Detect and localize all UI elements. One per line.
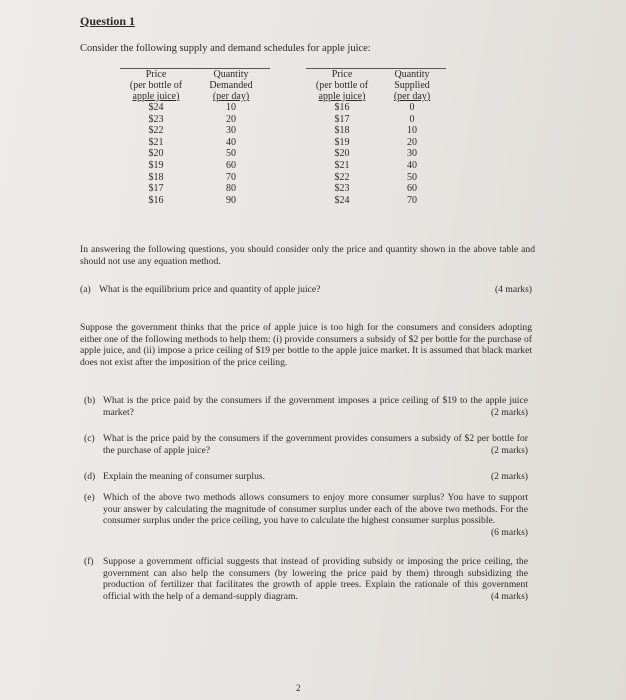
quantity-cell: 30	[226, 125, 236, 137]
table-row	[120, 148, 270, 160]
price-cell: $23	[148, 113, 164, 125]
quantity-cell: 70	[407, 194, 417, 206]
question-heading: Question 1	[80, 14, 136, 28]
price-cell: $22	[334, 171, 350, 183]
price-cell: $17	[334, 113, 350, 125]
quantity-cell: 0	[409, 113, 415, 125]
table-row	[306, 183, 446, 195]
price-cell: $16	[334, 102, 350, 113]
table-row	[306, 102, 446, 114]
table-row	[306, 148, 446, 160]
column-header: Price (per bottle of apple juice)	[129, 69, 183, 102]
price-cell: $19	[148, 159, 164, 171]
quantity-cell: 90	[226, 194, 236, 206]
question-c	[84, 433, 528, 456]
table-row	[306, 160, 446, 172]
table-row	[306, 125, 446, 137]
question-label: (b)	[84, 395, 96, 406]
quantity-cell: 80	[226, 183, 236, 195]
quantity-cell: 50	[407, 171, 417, 183]
quantity-cell: 10	[226, 102, 236, 113]
question-text: Suppose a government official suggests that instead of providing subsidy or imposing the price ceiling, the government can also help the consumers (by lowering the price paid by them) through subsidizing the production of fertilizer that facilitates the growth of apple trees. Explain the rationale of this government official with the help of a demand-supply diagram.	[103, 556, 528, 602]
question-marks: (6 marks)	[490, 526, 528, 538]
table-row	[120, 160, 270, 172]
quantity-cell: 40	[226, 136, 236, 148]
page-number: 2	[296, 683, 301, 693]
price-cell: $16	[148, 194, 164, 206]
question-label: (d)	[84, 471, 96, 482]
question-marks: (4 marks)	[494, 284, 532, 295]
question-text: Explain the meaning of consumer surplus.	[103, 471, 265, 482]
question-d	[84, 471, 528, 483]
table-row	[306, 195, 446, 207]
question-b	[84, 395, 528, 418]
question-e	[84, 492, 528, 538]
question-marks: (2 marks)	[490, 444, 528, 456]
price-cell: $19	[334, 136, 350, 148]
table-row	[120, 195, 270, 207]
question-label: (a)	[80, 284, 91, 295]
price-cell: $18	[334, 125, 350, 137]
table-row	[120, 114, 270, 126]
price-cell: $20	[148, 148, 164, 160]
question-a	[80, 284, 532, 296]
price-cell: $17	[148, 183, 164, 195]
question-text: What is the price paid by the consumers if the government imposes a price ceiling of $19 to the apple juice market?	[103, 395, 528, 418]
quantity-cell: 60	[407, 183, 417, 195]
price-cell: $20	[334, 148, 350, 160]
price-cell: $18	[148, 171, 164, 183]
price-cell: $21	[148, 136, 164, 148]
instruction-text: In answering the following questions, you should consider only the price and quantity shown in the above table and should not use any equation method.	[80, 244, 535, 267]
question-marks: (2 marks)	[490, 471, 528, 482]
table-row	[306, 114, 446, 126]
question-marks: (4 marks)	[490, 590, 528, 602]
question-label: (e)	[84, 492, 95, 503]
column-header: Quantity Supplied (per day)	[393, 69, 431, 102]
demand-schedule-table	[120, 68, 270, 206]
table-row	[120, 102, 270, 114]
price-cell: $23	[334, 183, 350, 195]
quantity-cell: 60	[226, 159, 236, 171]
scenario-text: Suppose the government thinks that the price of apple juice is too high for the consumers and considers adopting either one of the following methods to help them: (i) provide consumers a subsidy of $2 per bottle for the purchase of apple juice, and (ii) impose a price ceiling of $19 per bottle to the apple juice market. It is assumed that black market does not exist after the imposition of the price ceiling.	[80, 322, 532, 368]
table-row	[120, 172, 270, 184]
quantity-cell: 70	[226, 171, 236, 183]
question-text: What is the price paid by the consumers if the government provides consumers a subsidy of $2 per bottle for the purchase of apple juice?	[103, 433, 528, 456]
column-header: Price (per bottle of apple juice)	[315, 69, 369, 102]
price-cell: $21	[334, 159, 350, 171]
table-header-row	[306, 69, 446, 103]
quantity-cell: 20	[226, 113, 236, 125]
quantity-cell: 20	[407, 136, 417, 148]
quantity-cell: 40	[407, 159, 417, 171]
quantity-cell: 30	[407, 148, 417, 160]
table-row	[306, 137, 446, 149]
question-label: (c)	[84, 433, 95, 444]
table-row	[120, 137, 270, 149]
table-row	[306, 172, 446, 184]
price-cell: $24	[334, 194, 350, 206]
price-cell: $24	[148, 102, 164, 113]
question-marks: (2 marks)	[490, 406, 528, 418]
column-header: Quantity Demanded (per day)	[209, 69, 253, 102]
question-text: Which of the above two methods allows consumers to enjoy more consumer surplus? You have to support your answer by calculating the magnitude of consumer surplus under each of the above two methods. For the consumer surplus under the price ceiling, you have to calculate the highest consumer surplus possible.	[103, 492, 528, 527]
table-header-row	[120, 69, 270, 103]
question-label: (f)	[84, 556, 94, 567]
question-text: What is the equilibrium price and quantity of apple juice?	[99, 284, 321, 295]
table-row	[120, 125, 270, 137]
intro-text: Consider the following supply and demand schedules for apple juice:	[80, 43, 371, 54]
quantity-cell: 50	[226, 148, 236, 160]
quantity-cell: 0	[409, 102, 415, 113]
supply-schedule-table	[306, 68, 446, 206]
question-f	[84, 556, 528, 602]
table-row	[120, 183, 270, 195]
price-cell: $22	[148, 125, 164, 137]
quantity-cell: 10	[407, 125, 417, 137]
